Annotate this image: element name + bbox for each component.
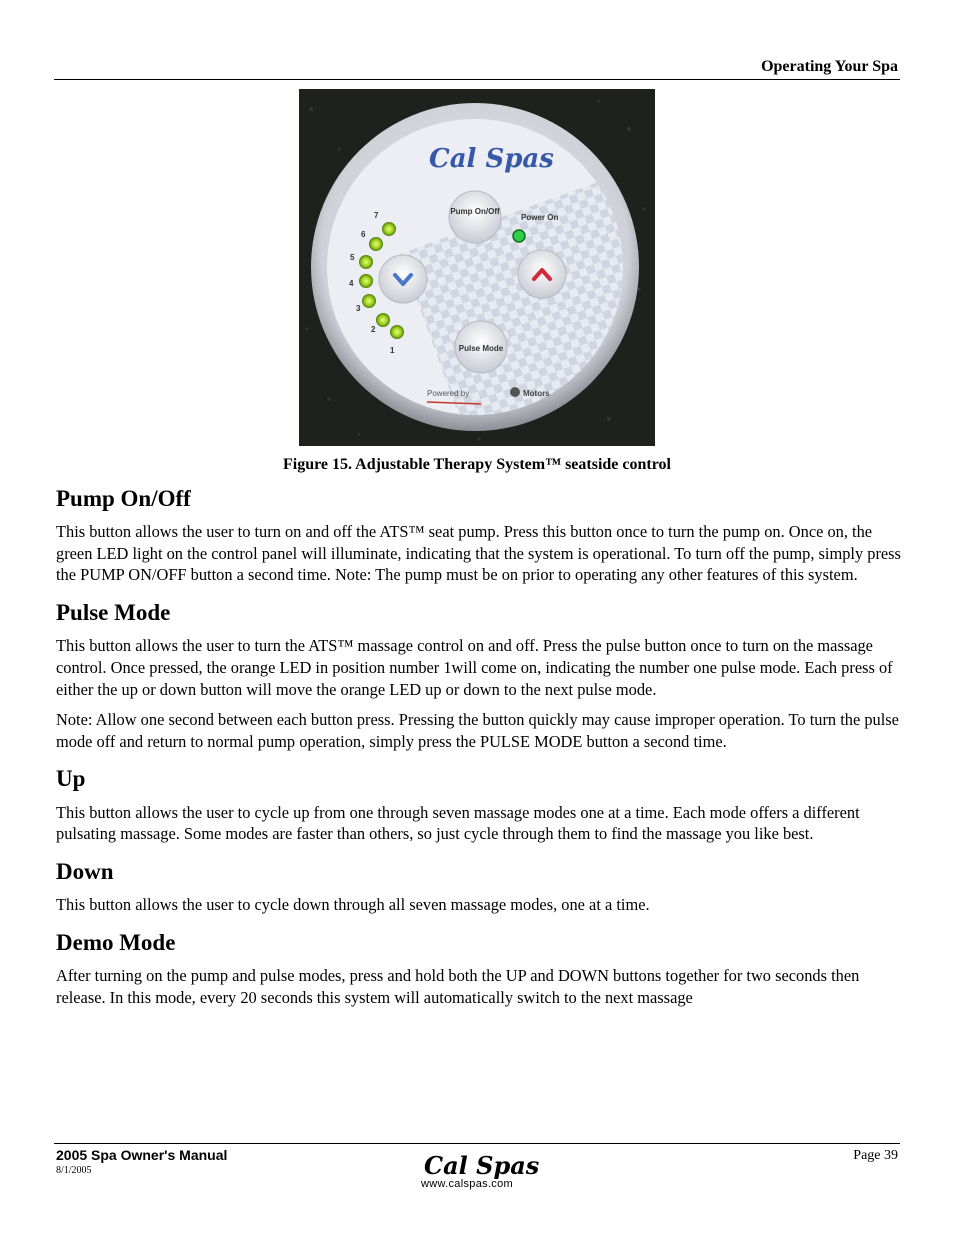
- mode-led: [359, 255, 373, 269]
- mode-led: [369, 237, 383, 251]
- mode-led: [390, 325, 404, 339]
- figure-caption: Figure 15. Adjustable Therapy System™ seatside control: [282, 456, 671, 473]
- led-number: 6: [361, 230, 366, 239]
- section-heading: Down: [56, 858, 114, 884]
- running-header: Operating Your Spa: [761, 58, 898, 75]
- mode-led: [359, 274, 373, 288]
- main-content: [56, 486, 902, 1022]
- led-number: 2: [371, 325, 376, 334]
- section-heading: Demo Mode: [56, 929, 176, 955]
- page-number: Page 39: [853, 1148, 898, 1163]
- led-number: 4: [349, 279, 354, 288]
- mode-led: [382, 222, 396, 236]
- control-panel-photo: [299, 89, 655, 446]
- up-button[interactable]: [518, 250, 566, 298]
- control-panel-illustration: [299, 89, 655, 446]
- led-number: 7: [374, 211, 379, 220]
- section-paragraph: This button allows the user to turn on and off the ATS™ seat pump. Press this button once to turn the pump on. Once on, the green LED light on the control panel will illuminate, indicating that the system is operational. To turn off the pump, simply press the PUMP ON/OFF button a second time. Note: The pump must be on prior to operating any other features of this system.: [56, 522, 901, 585]
- led-number: 5: [350, 253, 355, 262]
- section-heading: Up: [56, 766, 86, 792]
- footer-url: www.calspas.com: [421, 1178, 513, 1190]
- mode-led: [362, 294, 376, 308]
- footer-rule: [54, 1143, 900, 1144]
- power-on-label: Power On: [521, 213, 559, 222]
- header-rule: [54, 79, 900, 80]
- section-paragraph: After turning on the pump and pulse modes, press and hold both the UP and DOWN buttons together for two seconds then release. In this mode, every 20 seconds this system will automatically switch to the next massage: [56, 966, 860, 1007]
- pump-button-label: Pump On/Off: [450, 207, 500, 216]
- footer-manual-title: 2005 Spa Owner's Manual: [56, 1147, 228, 1163]
- led-number: 1: [390, 346, 395, 355]
- section-paragraph: Note: Allow one second between each button press. Pressing the button quickly may cause improper operation. To turn the pulse mode off and return to normal pump operation, simply press the PULSE MODE button a second time.: [56, 710, 899, 751]
- pump-button[interactable]: [449, 191, 501, 243]
- section-demo-mode: [56, 930, 902, 1008]
- section-down: [56, 859, 902, 916]
- section-pump-on-off: [56, 486, 902, 586]
- section-paragraph: This button allows the user to turn the ATS™ massage control on and off. Press the pulse button once to turn on the massage control. Once pressed, the orange LED in position number 1will come on, indicating the number one pulse mode. Each press of either the up or down button will move the orange LED up or down to the next pulse mode.: [56, 636, 893, 699]
- section-paragraph: This button allows the user to cycle down through all seven massage modes, one at a time.: [56, 895, 650, 915]
- panel-brand-logo: Cal Spas: [429, 144, 554, 174]
- power-led: [513, 230, 525, 242]
- section-heading: Pump On/Off: [56, 486, 191, 511]
- section-pulse-mode: [56, 600, 902, 752]
- led-number: 3: [356, 304, 361, 313]
- motors-text: Motors: [523, 389, 550, 398]
- powered-by-text: Powered by: [427, 389, 470, 398]
- footer-logo-text: Cal Spas: [424, 1151, 540, 1180]
- footer-date: 8/1/2005: [56, 1165, 92, 1176]
- section-heading: Pulse Mode: [56, 600, 171, 626]
- down-button[interactable]: [379, 255, 427, 303]
- section-paragraph: This button allows the user to cycle up from one through seven massage modes one at a time. Each mode offers a different pulsating massage. Some modes are faster than others, so just cycle through them to find the massage you like best.: [56, 802, 860, 844]
- mode-led: [376, 313, 390, 327]
- motor-logo-icon: [510, 387, 520, 397]
- section-up: [56, 766, 902, 844]
- pulse-mode-label: Pulse Mode: [458, 344, 504, 353]
